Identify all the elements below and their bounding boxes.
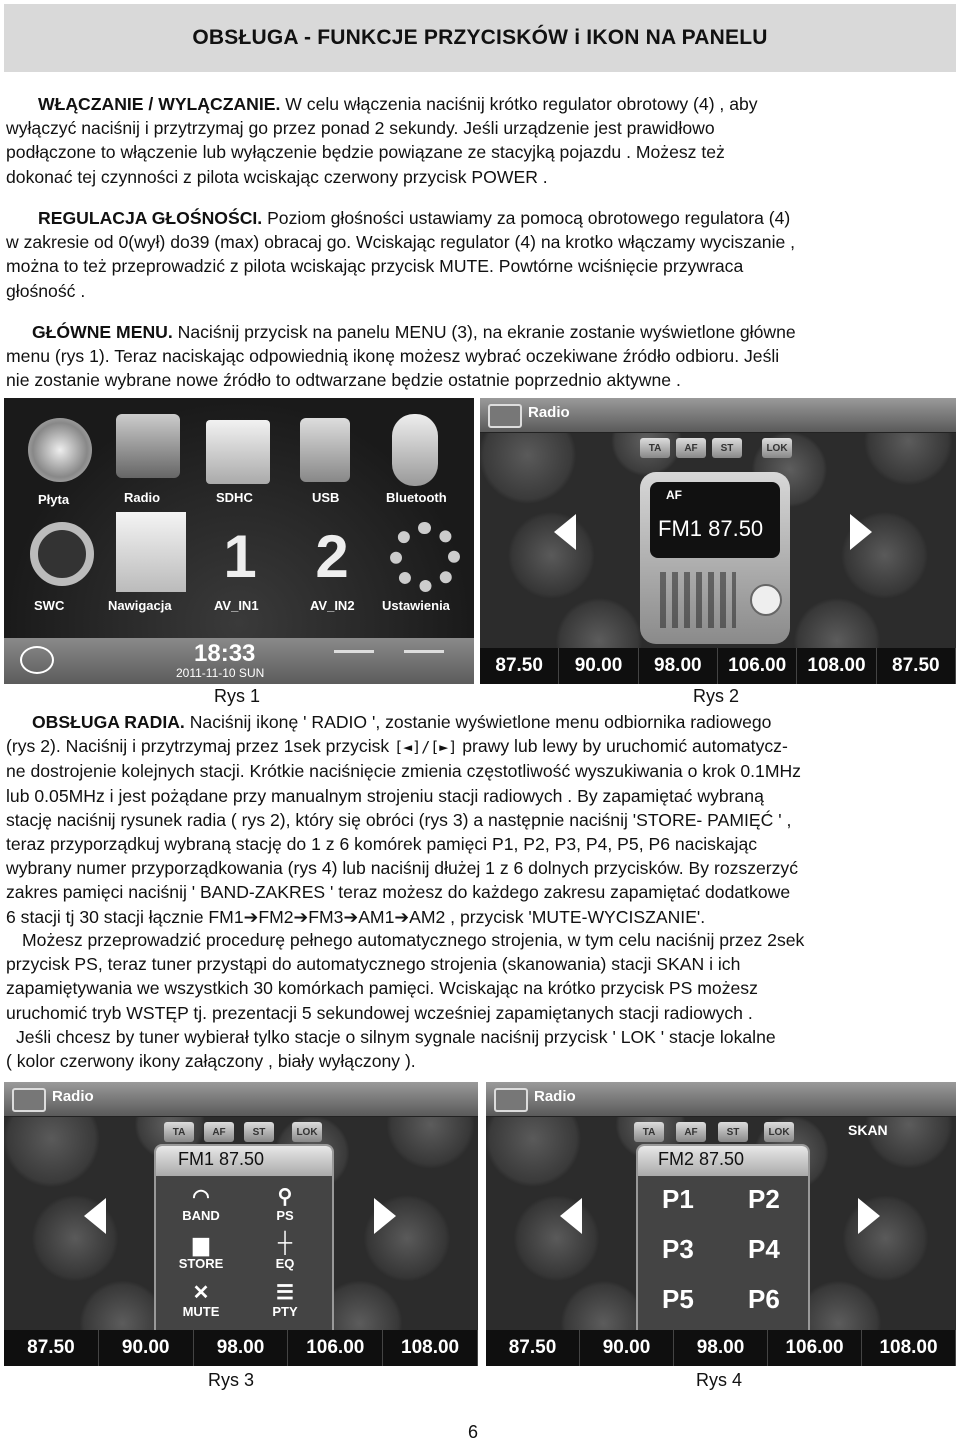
preset-button[interactable]: 98.00 [194, 1330, 289, 1366]
radio-icon[interactable] [116, 414, 180, 478]
preset-button[interactable]: 87.50 [486, 1330, 580, 1366]
radio-icon[interactable] [640, 472, 790, 644]
menu-label-av-in1[interactable]: AV_IN1 [214, 598, 259, 613]
clock-date: 2011-11-10 SUN [176, 666, 265, 680]
store-button[interactable] [166, 1232, 236, 1271]
seek-right-icon[interactable] [850, 514, 872, 550]
text-line: lub 0.05MHz i jest pożądane przy manualnym strojeniu stacji radiowych . By zapamiętać wybraną [6, 785, 764, 806]
caption-rys2: Rys 2 [693, 686, 740, 706]
text-line: Naciśnij przycisk na panelu MENU (3), na ekranie zostanie wyświetlone główne [172, 322, 796, 342]
arrow-right-icon[interactable] [404, 650, 444, 671]
page-title: OBSŁUGA - FUNKCJE PRZYCISKÓW i IKON NA PANELU [192, 26, 768, 49]
preset-button[interactable]: 98.00 [639, 648, 718, 684]
text-line: Możesz przeprowadzić procedurę pełnego automatycznego strojenia, w tym celu naciśnij przez 2sek [22, 930, 805, 950]
mute-button[interactable] [166, 1280, 236, 1319]
menu-label-radio[interactable]: Radio [124, 490, 161, 505]
figure-radio [480, 398, 956, 684]
caption-rys4: Rys 4 [696, 1370, 743, 1390]
preset-button[interactable]: 87.50 [480, 648, 559, 684]
disc-icon[interactable] [28, 418, 92, 482]
text-line: Jeśli chcesz by tuner wybierał tylko stacje o silnym sygnale naciśnij przycisk ' LOK ' stacje lokalne [16, 1026, 776, 1047]
rss-icon: ◠ [192, 1186, 210, 1208]
menu-label-usb[interactable]: USB [312, 490, 340, 505]
text-line: Poziom głośności ustawiamy za pomocą obrotowego regulatora (4) [262, 208, 791, 228]
preset-button[interactable]: 87.50 [4, 1330, 99, 1366]
gear-icon[interactable] [390, 522, 460, 592]
figure-main-menu [4, 398, 474, 684]
eq-button[interactable] [250, 1232, 320, 1271]
preset-p5-button[interactable]: P5 [662, 1284, 694, 1314]
paragraph-power [6, 92, 954, 189]
radio-title: Radio [528, 404, 570, 421]
page-number: 6 [468, 1422, 479, 1442]
radio-back-panel [154, 1144, 334, 1338]
paragraph-radio [6, 710, 954, 929]
preset-p4-button[interactable]: P4 [748, 1234, 780, 1264]
preset-button[interactable]: 90.00 [559, 648, 638, 684]
paragraph-menu [6, 320, 954, 393]
frequency-header [638, 1146, 808, 1176]
radio-topbar [486, 1082, 956, 1117]
lok-button[interactable]: LOK [292, 1122, 322, 1142]
lok-button[interactable]: LOK [762, 438, 792, 458]
sd-card-icon[interactable] [206, 420, 270, 484]
frequency-display: FM1 87.50 [658, 516, 764, 541]
frequency-display: FM1 87.50 [178, 1149, 265, 1169]
usb-icon[interactable] [300, 418, 350, 482]
radio-topbar [4, 1082, 478, 1117]
text-line: wyłączyć naciśnij i przytrzymaj go przez ponad 2 sekundy. Jeśli urządzenie jest prawidłowo [6, 118, 715, 139]
st-button[interactable]: ST [244, 1122, 274, 1142]
menu-label-nawigacja[interactable]: Nawigacja [108, 598, 172, 613]
ta-button[interactable]: TA [634, 1122, 664, 1142]
button-label: STORE [178, 1256, 224, 1271]
af-button[interactable]: AF [204, 1122, 234, 1142]
preset-p2-button[interactable]: P2 [748, 1184, 780, 1214]
radio-title: Radio [534, 1088, 576, 1105]
home-icon[interactable] [494, 1088, 528, 1112]
heading-menu: GŁÓWNE MENU. [32, 322, 173, 342]
caption-rys3: Rys 3 [208, 1370, 255, 1390]
clock-time: 18:33 [194, 640, 256, 667]
st-button[interactable]: ST [718, 1122, 748, 1142]
text-line: menu (rys 1). Teraz naciskając odpowiednią ikonę możesz wybrać oczekiwane źródło odbioru. Jeśli [6, 346, 780, 367]
text-line: uruchomić tryb WSTĘP tj. prezentacji 5 sekundowej wcześniej zapamiętanych stacji radiowych . [6, 1002, 753, 1023]
menu-label-bluetooth[interactable]: Bluetooth [386, 490, 447, 505]
heading-volume: REGULACJA GŁOŚNOŚCI. [38, 208, 263, 228]
av-in2-icon[interactable]: 2 [315, 523, 349, 590]
frequency-display: FM2 87.50 [658, 1149, 745, 1169]
seek-right-icon[interactable] [374, 1198, 396, 1234]
frequency-header [156, 1146, 332, 1176]
menu-label-sdhc[interactable]: SDHC [216, 490, 253, 505]
text-line: można to też przeprowadzić z pilota wciskając przycisk MUTE. Powtórne wciśnięcie przywraca [6, 256, 744, 277]
caption-rys1: Rys 1 [214, 686, 261, 706]
preset-button[interactable]: 98.00 [674, 1330, 768, 1366]
heading-radio: OBSŁUGA RADIA. [32, 712, 185, 732]
text-line: prawy lub lewy by uruchomić automatycz- [457, 736, 788, 757]
memory-panel [636, 1144, 810, 1338]
lok-button[interactable]: LOK [764, 1122, 794, 1142]
af-button[interactable]: AF [676, 438, 706, 458]
text-line: zapamiętywania we wszystkich 30 komórkach pamięci. Wciskając na krótko przycisk PS możesz [6, 978, 758, 999]
af-indicator: AF [666, 488, 682, 502]
heading-power: WŁĄCZANIE / WYLĄCZANIE. [38, 94, 281, 114]
text-line: (rys 2). Naciśnij i przytrzymaj przez 1sek przycisk [6, 736, 395, 757]
knob-icon [750, 584, 782, 616]
button-label: PS [276, 1208, 294, 1223]
text-line: stację naciśnij rysunek radia ( rys 2), który się obróci (rys 3) a następnie naciśnij 'STORE- PAMIĘĆ ' , [6, 809, 792, 830]
pty-button[interactable] [250, 1280, 320, 1319]
ta-button[interactable]: TA [164, 1122, 194, 1142]
text-line: ne dostrojenie kolejnych stacji. Krótkie naciśnięcie zmienia częstotliwość wyszukiwania o krok 0.1MHz [6, 761, 801, 782]
seek-left-icon[interactable] [554, 514, 576, 550]
text-line: głośność . [6, 280, 86, 301]
preset-button[interactable]: 106.00 [718, 648, 797, 684]
paragraph-volume [6, 206, 954, 303]
ta-button[interactable]: TA [640, 438, 670, 458]
text-line: W celu włączenia naciśnij krótko regulator obrotowy (4) , aby [280, 94, 758, 114]
text-line: 6 stacji tj 30 stacji łącznie FM1➔FM2➔FM3➔AM1➔AM2 , przycisk 'MUTE-WYCISZANIE'. [6, 906, 706, 927]
preset-button[interactable]: 87.50 [877, 648, 956, 684]
menu-label-plyta[interactable]: Płyta [38, 492, 70, 507]
preset-button[interactable]: 90.00 [580, 1330, 674, 1366]
preset-button[interactable]: 108.00 [383, 1330, 478, 1366]
text-line: nie zostanie wybrane nowe źródło to odtwarzane będzie ostatnie poprzednio aktywne . [6, 370, 681, 391]
list-icon: ☰ [276, 1282, 294, 1304]
preset-p3-button[interactable]: P3 [662, 1234, 694, 1264]
st-button[interactable]: ST [712, 438, 742, 458]
back-icon[interactable] [20, 646, 54, 674]
arrow-left-icon[interactable] [334, 650, 374, 671]
folder-icon: ▆ [193, 1234, 209, 1256]
preset-button[interactable]: 106.00 [768, 1330, 862, 1366]
band-button[interactable] [166, 1184, 236, 1223]
search-icon: ⚲ [277, 1186, 293, 1208]
figure-radio-menu [4, 1082, 478, 1366]
radio-title: Radio [52, 1088, 94, 1105]
text-line: podłączone to włączenie lub wyłączenie będzie powiązane ze stacyjką pojazdu . Możesz też [6, 142, 725, 163]
preset-bar [480, 648, 956, 684]
preset-p6-button[interactable]: P6 [748, 1284, 780, 1314]
page-header [4, 4, 956, 72]
menu-label-swc[interactable]: SWC [34, 598, 65, 613]
menu-label-av-in2[interactable]: AV_IN2 [310, 598, 355, 613]
preset-button[interactable]: 108.00 [862, 1330, 956, 1366]
ps-button[interactable] [250, 1184, 320, 1223]
seek-buttons-symbol: [◄]/[►] [394, 738, 458, 757]
home-icon[interactable] [488, 404, 522, 428]
button-label: MUTE [182, 1304, 220, 1319]
text-line: zakres pamięci naciśnij ' BAND-ZAKRES ' teraz możesz do każdego zakresu zapamiętać dodatkowe [6, 882, 791, 903]
menu-label-ustawienia[interactable]: Ustawienia [382, 598, 450, 613]
text-line: dokonać tej czynności z pilota wciskając czerwony przycisk POWER . [6, 166, 548, 187]
av-in1-icon[interactable]: 1 [223, 523, 257, 590]
text-line: wybrany numer przyporządkowania (rys 4) lub naciśnij dłużej 1 z 6 dolnych przycisków. By rozszerzyć [6, 858, 799, 879]
text-line: w zakresie od 0(wył) do39 (max) obracaj go. Wciskając regulator (4) na krotko włączamy wyciszanie , [6, 232, 796, 253]
skan-button[interactable]: SKAN [848, 1122, 888, 1138]
preset-bar [486, 1330, 956, 1366]
figure-radio-memory [486, 1082, 956, 1366]
preset-button[interactable]: 108.00 [797, 648, 876, 684]
seek-right-icon[interactable] [858, 1198, 880, 1234]
paragraph-autotune [6, 928, 954, 1073]
equalizer-icon: ┼ [277, 1232, 293, 1254]
text-line: teraz przyporządkuj wybraną stację do 1 z 6 komórek pamięci P1, P2, P3, P4, P5, P6 naciskając [6, 834, 758, 855]
seek-left-icon[interactable] [560, 1198, 582, 1234]
af-button[interactable]: AF [676, 1122, 706, 1142]
button-label: EQ [275, 1256, 295, 1271]
preset-button[interactable]: 90.00 [99, 1330, 194, 1366]
map-icon[interactable] [116, 512, 186, 592]
speaker-grille [660, 572, 736, 628]
button-label: PTY [272, 1304, 298, 1319]
radio-topbar [480, 398, 956, 433]
mute-icon: ✕ [192, 1282, 210, 1304]
preset-p1-button[interactable]: P1 [662, 1184, 694, 1214]
button-label: BAND [182, 1208, 220, 1223]
radio-display [650, 482, 780, 558]
preset-button[interactable]: 106.00 [288, 1330, 383, 1366]
text-line: przycisk PS, teraz tuner przystąpi do automatycznego strojenia (skanowania) stacji SKAN i ich [6, 954, 741, 975]
seek-left-icon[interactable] [84, 1198, 106, 1234]
status-bar [4, 638, 474, 684]
text-line: Naciśnij ikonę ' RADIO ', zostanie wyświetlone menu odbiornika radiowego [184, 712, 772, 732]
preset-bar [4, 1330, 478, 1366]
steering-wheel-icon[interactable] [30, 522, 94, 586]
bluetooth-icon[interactable] [392, 414, 438, 486]
text-line: ( kolor czerwony ikony załączony , biały wyłączony ). [6, 1051, 416, 1072]
home-icon[interactable] [12, 1088, 46, 1112]
